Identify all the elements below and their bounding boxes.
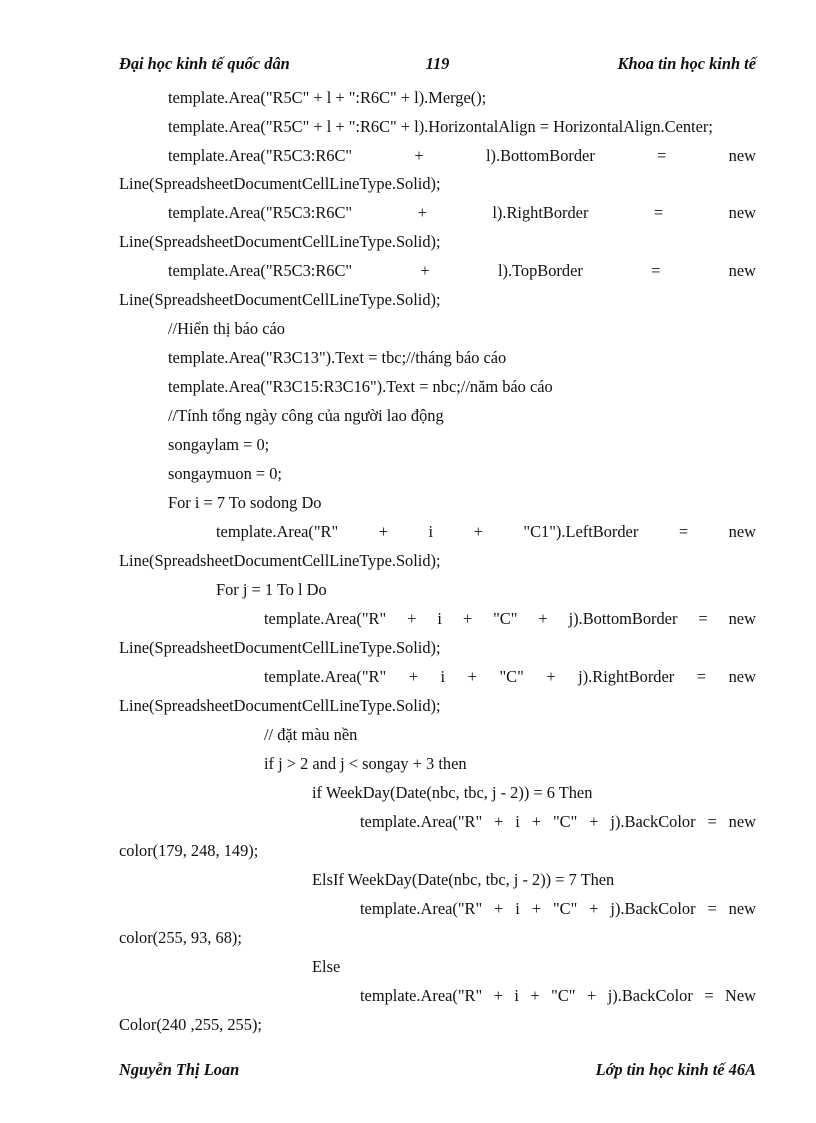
code-line: [119, 146, 756, 168]
code-token: +: [586, 986, 597, 1005]
code-line: [119, 667, 756, 689]
code-token: j).BackColor: [610, 812, 696, 831]
code-token: i: [515, 812, 520, 831]
code-token: +: [530, 986, 540, 1005]
code-line: songaylam = 0;: [168, 435, 270, 454]
code-token: +: [473, 522, 483, 541]
code-token: =: [698, 609, 708, 628]
code-token: "C": [551, 986, 576, 1005]
code-line: if WeekDay(Date(nbc, tbc, j - 2)) = 6 Then: [312, 783, 593, 802]
code-line: Line(SpreadsheetDocumentCellLineType.Solid);: [119, 174, 441, 193]
code-line: template.Area("R5C" + l + ":R6C" + l).Merge();: [168, 88, 487, 107]
code-token: i: [515, 899, 520, 918]
code-token: =: [696, 667, 707, 686]
code-token: l).BottomBorder: [485, 146, 595, 165]
code-comment: //Tính tổng ngày công của người lao động: [168, 406, 444, 425]
page-footer: [119, 1060, 756, 1084]
code-line: Line(SpreadsheetDocumentCellLineType.Solid);: [119, 232, 441, 251]
page-header: [119, 54, 756, 78]
code-token: template.Area("R": [360, 812, 483, 831]
code-token: l).RightBorder: [492, 203, 589, 222]
code-token: new: [728, 146, 756, 165]
code-line: color(255, 93, 68);: [119, 928, 242, 947]
code-token: new: [728, 522, 756, 541]
code-token: =: [678, 522, 689, 541]
code-token: +: [538, 609, 548, 628]
code-token: +: [408, 667, 418, 686]
code-token: =: [657, 146, 667, 165]
code-token: new: [728, 899, 756, 918]
code-token: +: [467, 667, 477, 686]
code-line: [119, 812, 756, 834]
code-line: Line(SpreadsheetDocumentCellLineType.Solid);: [119, 290, 441, 309]
code-token: +: [407, 609, 417, 628]
code-line: [119, 986, 756, 1008]
code-token: +: [494, 899, 504, 918]
code-token: +: [378, 522, 388, 541]
code-token: +: [462, 609, 473, 628]
code-token: new: [728, 812, 756, 831]
code-line: ElsIf WeekDay(Date(nbc, tbc, j - 2)) = 7 Then: [312, 870, 615, 889]
code-line: [119, 203, 756, 225]
code-token: j).BackColor: [610, 899, 696, 918]
code-token: "C": [499, 667, 524, 686]
code-line: Line(SpreadsheetDocumentCellLineType.Solid);: [119, 638, 441, 657]
header-university: Đại học kinh tế quốc dân: [119, 54, 290, 73]
code-token: new: [728, 609, 756, 628]
code-token: template.Area("R": [216, 522, 339, 541]
code-token: "C": [493, 609, 518, 628]
code-line: if j > 2 and j < songay + 3 then: [264, 754, 467, 773]
code-token: template.Area("R": [264, 609, 387, 628]
code-token: template.Area("R5C3:R6C": [168, 261, 353, 280]
code-line: template.Area("R3C15:R3C16").Text = nbc;//năm báo cáo: [168, 377, 553, 396]
code-token: new: [728, 203, 756, 222]
code-token: j).RightBorder: [578, 667, 675, 686]
code-line: template.Area("R3C13").Text = tbc;//tháng báo cáo: [168, 348, 507, 367]
code-token: =: [707, 812, 717, 831]
code-line: For i = 7 To sodong Do: [168, 493, 322, 512]
page-number: 119: [425, 54, 450, 73]
code-token: new: [728, 667, 756, 686]
header-faculty: Khoa tin học kinh tế: [617, 54, 756, 73]
code-token: New: [725, 986, 756, 1005]
code-token: l).TopBorder: [497, 261, 583, 280]
code-line: Else: [312, 957, 341, 976]
code-line: Line(SpreadsheetDocumentCellLineType.Solid);: [119, 696, 441, 715]
code-comment: // đặt màu nền: [264, 725, 358, 744]
code-token: +: [420, 261, 430, 280]
code-token: +: [531, 812, 542, 831]
code-comment: //Hiển thị báo cáo: [168, 319, 285, 338]
code-token: +: [531, 899, 542, 918]
code-token: template.Area("R": [264, 667, 387, 686]
code-line: For j = 1 To l Do: [216, 580, 327, 599]
code-token: +: [493, 986, 503, 1005]
code-line: [119, 261, 756, 283]
footer-class: Lớp tin học kinh tế 46A: [595, 1060, 756, 1079]
code-token: +: [494, 812, 504, 831]
code-token: j).BackColor: [607, 986, 693, 1005]
code-token: new: [728, 261, 756, 280]
code-token: "C": [552, 812, 578, 831]
code-line: color(179, 248, 149);: [119, 841, 259, 860]
code-line: template.Area("R5C" + l + ":R6C" + l).HorizontalAlign = HorizontalAlign.Center;: [168, 117, 713, 136]
code-token: +: [414, 146, 424, 165]
code-line: [119, 522, 756, 544]
code-token: template.Area("R5C3:R6C": [168, 146, 353, 165]
code-token: =: [653, 203, 664, 222]
code-line: [119, 899, 756, 921]
footer-author: Nguyễn Thị Loan: [119, 1060, 240, 1079]
code-line: [119, 609, 756, 631]
code-line: songaymuon = 0;: [168, 464, 282, 483]
code-token: "C1").LeftBorder: [523, 522, 639, 541]
code-token: j).BottomBorder: [568, 609, 678, 628]
code-token: "C": [552, 899, 578, 918]
code-token: template.Area("R": [360, 986, 483, 1005]
code-token: =: [651, 261, 661, 280]
code-line: Color(240 ,255, 255);: [119, 1015, 262, 1034]
code-token: +: [589, 899, 599, 918]
code-token: i: [440, 667, 446, 686]
code-token: +: [417, 203, 427, 222]
code-line: Line(SpreadsheetDocumentCellLineType.Solid);: [119, 551, 441, 570]
code-token: +: [589, 812, 599, 831]
code-token: i: [437, 609, 442, 628]
code-token: +: [546, 667, 556, 686]
code-token: =: [704, 986, 714, 1005]
code-token: =: [707, 899, 717, 918]
code-token: template.Area("R": [360, 899, 483, 918]
code-token: i: [428, 522, 434, 541]
code-token: i: [514, 986, 519, 1005]
code-token: template.Area("R5C3:R6C": [168, 203, 353, 222]
